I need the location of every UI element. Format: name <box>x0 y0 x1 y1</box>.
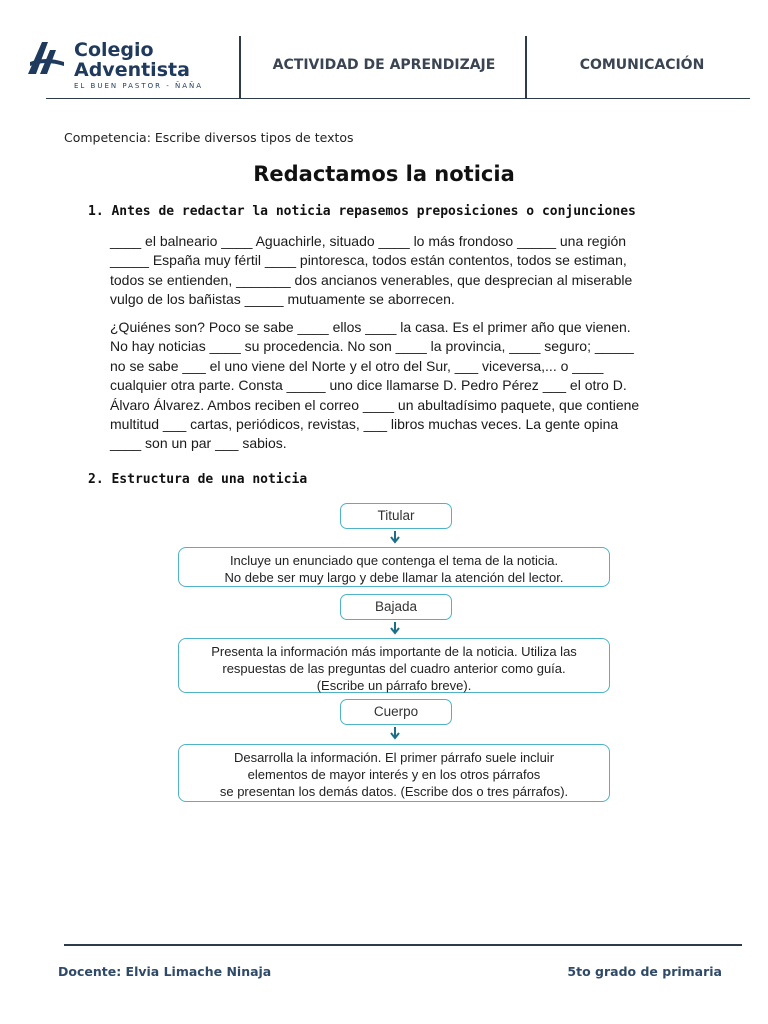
question-1-paragraph-1 <box>110 232 710 310</box>
school-name-line2: Adventista <box>74 59 190 81</box>
cuerpo-description-box <box>178 744 610 802</box>
paragraph-line: _____ España muy fértil ____ pintoresca, todos están contentos, todos se estiman, <box>110 252 627 269</box>
competencia-text: Competencia: Escribe diversos tipos de textos <box>64 130 354 145</box>
bajada-description-box <box>178 638 610 693</box>
teacher-name: Docente: Elvia Limache Ninaja <box>58 964 272 979</box>
box-line: (Escribe un párrafo breve). <box>316 678 472 693</box>
school-logo-icon <box>26 40 66 76</box>
header-divider <box>239 36 241 98</box>
paragraph-line: todos se entienden, _______ dos ancianos venerables, que desprecian al miserable <box>110 271 633 288</box>
question-2-heading: 2. Estructura de una noticia <box>88 472 308 487</box>
school-subtitle: EL BUEN PASTOR - ÑAÑA <box>74 82 204 90</box>
paragraph-line: Álvaro Álvarez. Ambos reciben el correo ____ un abultadísimo paquete, que contiene <box>110 396 640 413</box>
cuerpo-label: Cuerpo <box>340 699 452 725</box>
bajada-label: Bajada <box>340 594 452 620</box>
footer-rule <box>64 944 742 946</box>
paragraph-line: vulgo de los bañistas _____ mutuamente se aborrecen. <box>110 291 455 308</box>
box-line: Presenta la información más importante de la noticia. Utiliza las <box>211 644 577 659</box>
paragraph-line: multitud ___ cartas, periódicos, revistas, ___ libros muchas veces. La gente opina <box>110 416 619 433</box>
paragraph-line: cualquier otra parte. Consta _____ uno dice llamarse D. Pedro Pérez ___ el otro D. <box>110 377 627 394</box>
paragraph-line: ¿Quiénes son? Poco se sabe ____ ellos ____ la casa. Es el primer año que vienen. <box>110 319 631 335</box>
header-divider <box>525 36 527 98</box>
question-1-paragraph-2 <box>110 318 710 454</box>
box-line: respuestas de las preguntas del cuadro anterior como guía. <box>222 661 566 676</box>
titular-description-box <box>178 547 610 587</box>
box-line: Desarrolla la información. El primer párrafo suele incluir <box>233 750 555 765</box>
subject-title: COMUNICACIÓN <box>579 57 705 73</box>
box-line: No debe ser muy largo y debe llamar la atención del lector. <box>224 570 564 585</box>
paragraph-line: ____ el balneario ____ Aguachirle, situado ____ lo más frondoso _____ una región <box>110 233 627 249</box>
down-arrow-icon <box>389 621 401 635</box>
page-title: Redactamos la noticia <box>253 162 515 186</box>
down-arrow-icon <box>389 726 401 740</box>
down-arrow-icon <box>389 530 401 544</box>
box-line: Incluye un enunciado que contenga el tema de la noticia. <box>229 553 559 568</box>
school-name <box>74 40 190 80</box>
school-logo <box>26 40 236 96</box>
titular-label: Titular <box>340 503 452 529</box>
activity-title: ACTIVIDAD DE APRENDIZAJE <box>272 57 496 73</box>
header-rule <box>46 98 750 99</box>
grade-label: 5to grado de primaria <box>567 964 722 979</box>
paragraph-line: No hay noticias ____ su procedencia. No son ____ la provincia, ____ seguro; _____ <box>110 338 634 355</box>
paragraph-line: ____ son un par ___ sabios. <box>110 435 287 452</box>
school-name-line1: Colegio <box>74 39 154 61</box>
box-line: se presentan los demás datos. (Escribe dos o tres párrafos). <box>219 784 569 799</box>
question-1-heading: 1. Antes de redactar la noticia repasemos preposiciones o conjunciones <box>88 204 636 219</box>
box-line: elementos de mayor interés y en los otros párrafos <box>247 767 541 782</box>
paragraph-line: no se sabe ___ el uno viene del Norte y el otro del Sur, ___ viceversa,... o ____ <box>110 357 604 374</box>
page-header <box>0 0 768 100</box>
